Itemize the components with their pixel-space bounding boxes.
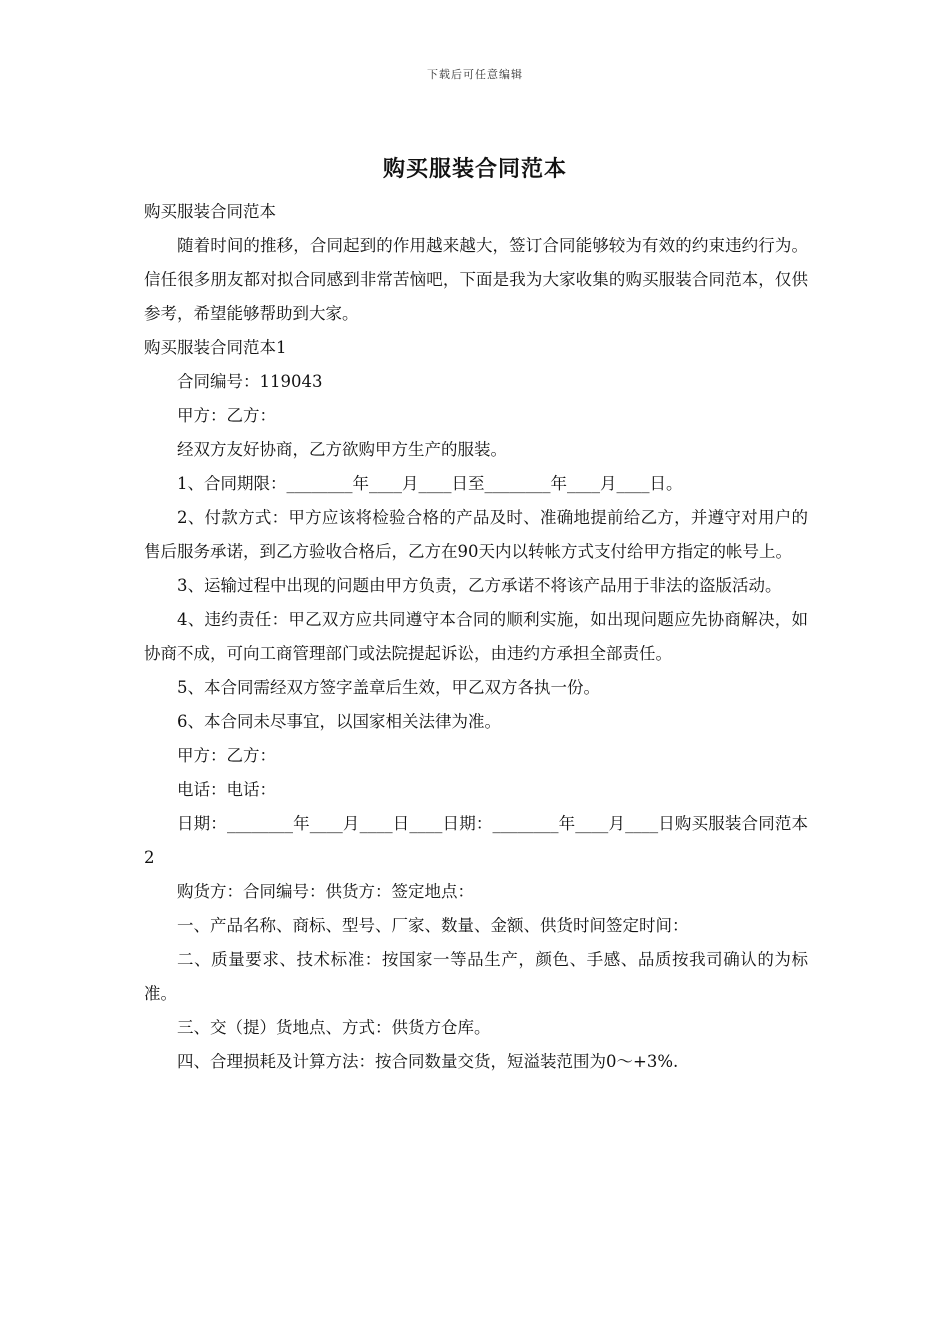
clause-3-transport: 3、运输过程中出现的问题由甲方负责，乙方承诺不将该产品用于非法的盗版活动。: [177, 576, 782, 595]
signature-parties: 甲方：乙方：: [177, 746, 276, 765]
clause-1-term: 1、合同期限：________年____月____日至________年____月____日。: [177, 474, 683, 493]
paragraph-agreement: 经双方友好协商，乙方欲购甲方生产的服装。: [177, 440, 507, 459]
document-body: [144, 195, 808, 1079]
paragraph-parties: 甲方：乙方：: [177, 406, 276, 425]
paragraph-contract-number: 合同编号：119043: [177, 372, 323, 391]
clause-5-effect: 5、本合同需经双方签字盖章后生效，甲乙双方各执一份。: [177, 678, 600, 697]
clause-4-liability: 4、违约责任：甲乙双方应共同遵守本合同的顺利实施，如出现问题应先协商解决，如协商不成，可向工商管理部门或法院提起诉讼，由违约方承担全部责任。: [144, 610, 808, 663]
clause-quality: 二、质量要求、技术标准：按国家一等品生产，颜色、手感、品质按我司确认的为标准。: [144, 950, 808, 1003]
document-title: 购买服装合同范本: [382, 156, 567, 182]
signature-phone: 电话：电话：: [177, 780, 276, 799]
section-heading-template-1: 购买服装合同范本1: [144, 338, 287, 357]
clause-loss: 四、合理损耗及计算方法：按合同数量交货，短溢装范围为0～+3%.: [177, 1052, 679, 1071]
paragraph-intro: 随着时间的推移，合同起到的作用越来越大，签订合同能够较为有效的约束违约行为。信任很多朋友都对拟合同感到非常苦恼吧，下面是我为大家收集的购买服装合同范本，仅供参考，希望能够帮助到大家。: [144, 236, 808, 323]
clause-2-payment: 2、付款方式：甲方应该将检验合格的产品及时、准确地提前给乙方，并遵守对用户的售后服务承诺，到乙方验收合格后，乙方在90天内以转帐方式支付给甲方指定的帐号上。: [144, 508, 808, 561]
signature-date: 日期：________年____月____日____日期：________年____月____日购买服装合同范本2: [144, 814, 808, 867]
paragraph-subtitle: 购买服装合同范本: [144, 202, 276, 221]
clause-product-info: 一、产品名称、商标、型号、厂家、数量、金额、供货时间签定时间：: [177, 916, 689, 935]
clause-delivery: 三、交（提）货地点、方式：供货方仓库。: [177, 1018, 491, 1037]
clause-6-law: 6、本合同未尽事宜，以国家相关法律为准。: [177, 712, 501, 731]
paragraph-template-2-parties: 购货方：合同编号：供货方：签定地点：: [177, 882, 474, 901]
page-header-note: 下载后可任意编辑: [427, 68, 523, 81]
